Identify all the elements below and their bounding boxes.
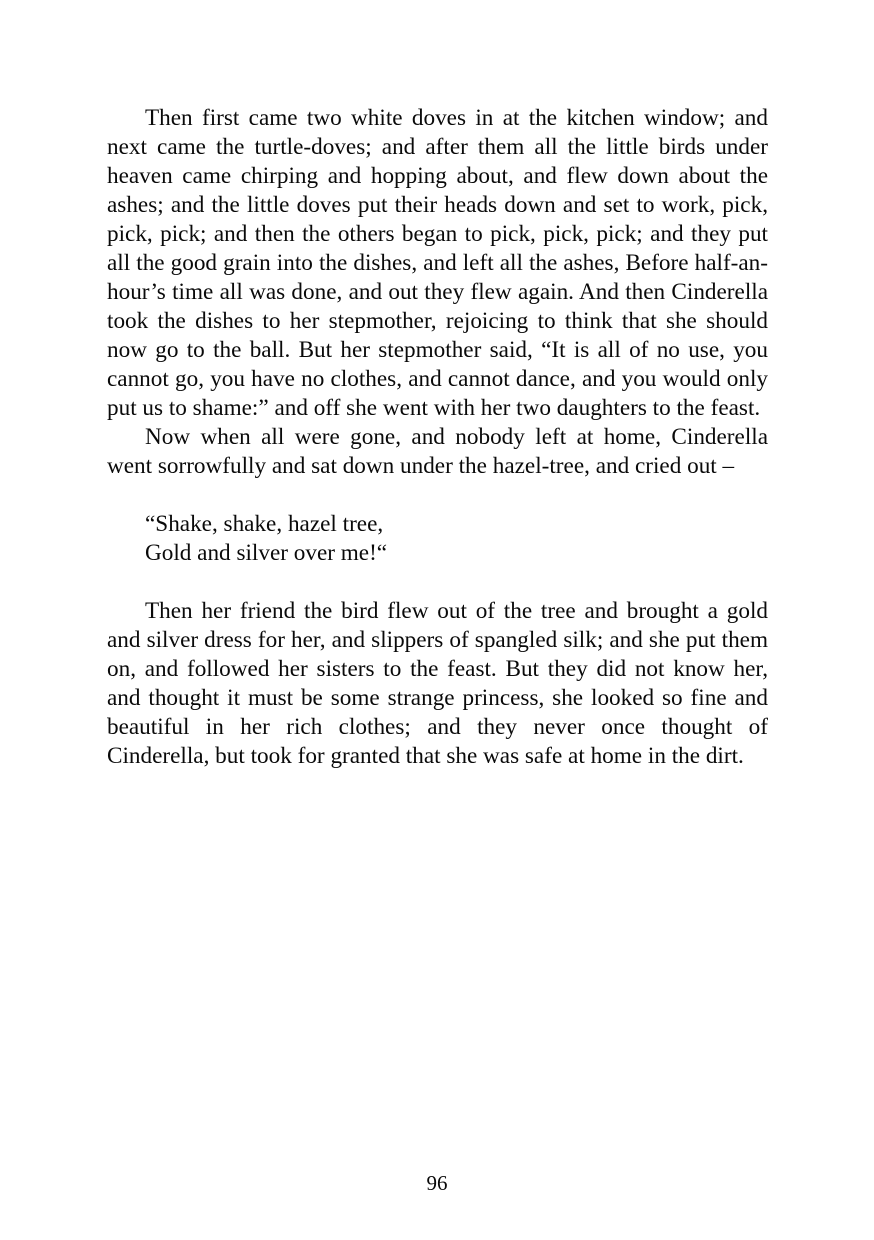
paragraph-hazel-tree: Now when all were gone, and nobody left at home, Cinderella went sorrowfully and sat down under the hazel-tree, and cried out – (107, 424, 768, 479)
paragraph-closing: Then her friend the bird flew out of the tree and brought a gold and silver dress for her, and slippers of spangled silk; and she put them on, and followed her sisters to the feast. But they did not know her, and thought it must be some strange princess, she looked so fine and beautiful in her rich clothes; and they never once thought of Cinderella, but took for granted that she was safe at home in the dirt. (107, 598, 768, 769)
page-number: 96 (426, 1171, 448, 1195)
verse-line-2: Gold and silver over me!“ (145, 540, 388, 566)
text-block (107, 104, 768, 771)
verse-line-1: “Shake, shake, hazel tree, (145, 511, 384, 537)
verse-block (145, 510, 768, 568)
paragraph-doves: Then first came two white doves in at the kitchen window; and next came the turtle-doves; and after them all the little birds under heaven came chirping and hopping about, and flew down about the ashes; and the little doves put their heads down and set to work, pick, pick, pick; and then the others began to pick, pick, pick; and they put all the good grain into the dishes, and left all the ashes, Before half-an-hour’s time all was done, and out they flew again. And then Cinderella took the dishes to her stepmother, rejoicing to think that she should now go to the ball. But her stepmother said, “It is all of no use, you cannot go, you have no clothes, and cannot dance, and you would only put us to shame:” and off she went with her two daughters to the feast. (107, 105, 768, 421)
